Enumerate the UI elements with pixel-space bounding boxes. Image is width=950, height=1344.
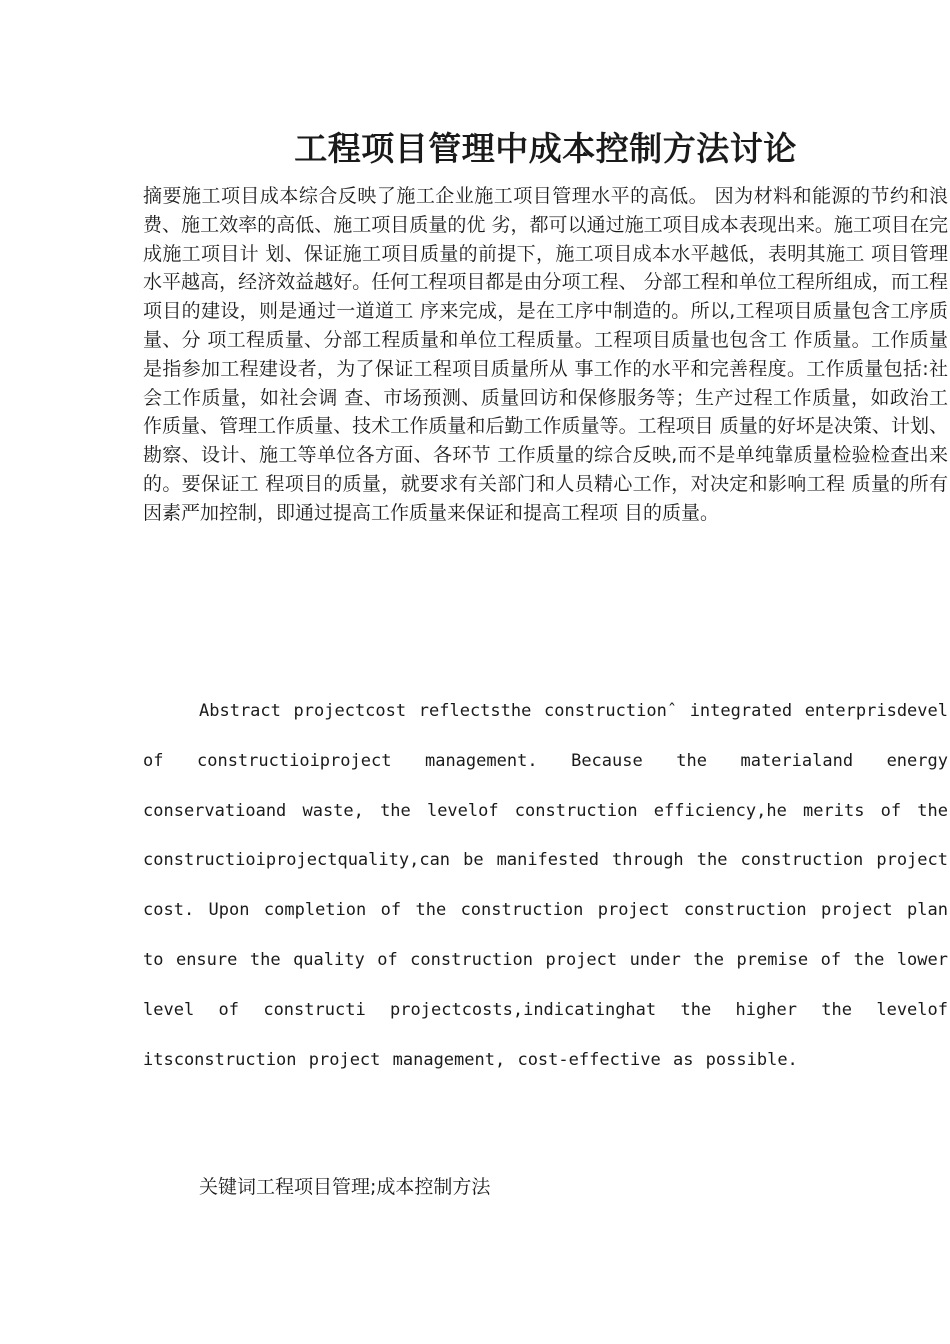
keywords: 关键词工程项目管理;成本控制方法 xyxy=(199,1176,491,1198)
chinese-abstract: 摘要施工项目成本综合反映了施工企业施工项目管理水平的高低。 因为材料和能源的节约和浪费、施工效率的高低、施工项目质量的优 劣，都可以通过施工项目成本表现出来。施工项目在完成施工项目计 划、保证施工项目质量的前提下，施工项目成本水平越低，表明其施工 项目管理水平越高，经济效益越好。任何工程项目都是由分项工程、 分部工程和单位工程所组成，而工程项目的建设，则是通过一道道工 序来完成，是在工序中制造的。所以,工程项目质量包含工序质量、分 项工程质量、分部工程质量和单位工程质量。工程项目质量也包含工 作质量。工作质量是指参加工程建设者，为了保证工程项目质量所从 事工作的水平和完善程度。工作质量包括:社会工作质量，如社会调 查、市场预测、质量回访和保修服务等；生产过程工作质量，如政治工 作质量、管理工作质量、技术工作质量和后勤工作质量等。工程项目 质量的好坏是决策、计划、勘察、设计、施工等单位各方面、各环节 工作质量的综合反映,而不是单纯靠质量检验检查出来的。要保证工 程项目的质量，就要求有关部门和人员精心工作，对决定和影响工程 质量的所有因素严加控制，即通过提高工作质量来保证和提高工程项 目的质量。 xyxy=(143,185,948,524)
document-title: 工程项目管理中成本控制方法讨论 xyxy=(294,129,797,169)
english-abstract: Abstract projectcost reflectsthe constructionˆ integrated enterprisdevel of constructioiproject management. Because the materialand energy conservatioand waste, the levelof construction efficiency,he merits of the constructioiprojectquality,can be manifested through the construction project cost. Upon completion of the construction project construction project plan to ensure the quality of construction project under the premise of the lower level of constructi projectcosts,indicatinghat the higher the levelof itsconstruction project management, cost-effective as possible. xyxy=(143,701,948,1070)
